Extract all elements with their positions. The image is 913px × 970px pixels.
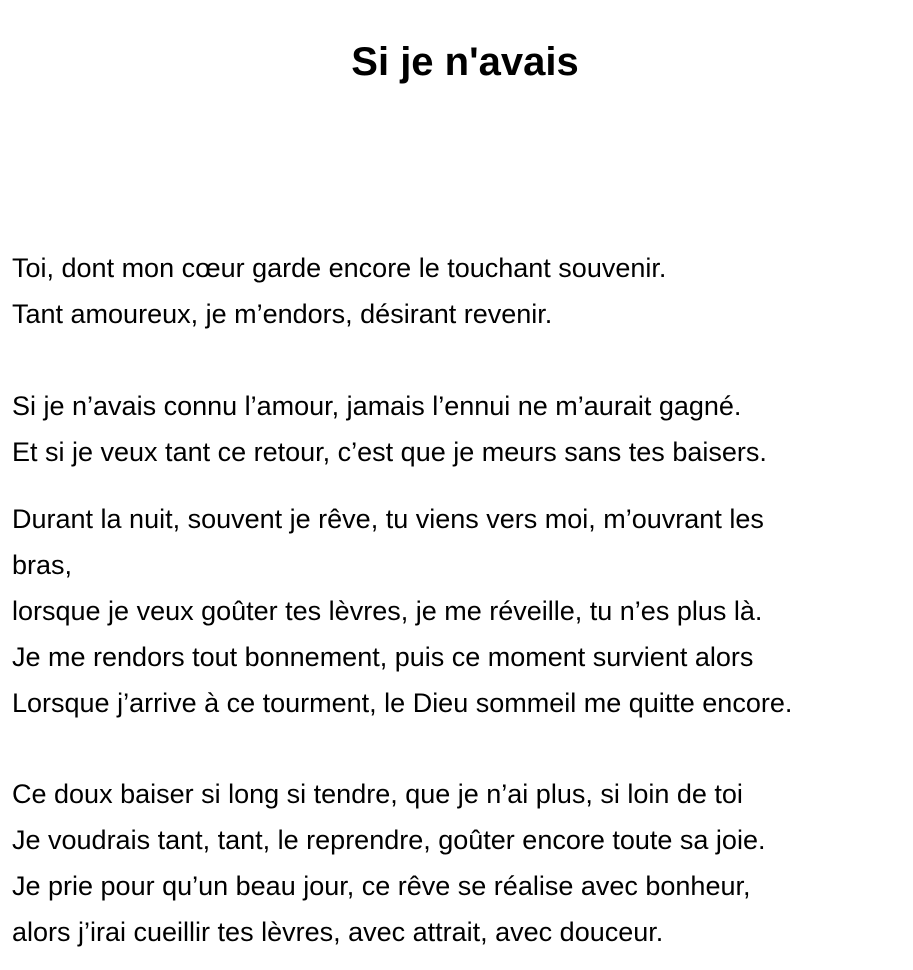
poem-line: Je prie pour qu’un beau jour, ce rêve se réalise avec bonheur, — [12, 871, 751, 901]
poem-line: Ce doux baiser si long si tendre, que je n’ai plus, si loin de toi — [12, 779, 743, 809]
poem-line: alors j’irai cueillir tes lèvres, avec attrait, avec douceur. — [12, 917, 664, 947]
poem-title: Si je n'avais — [351, 40, 579, 84]
poem-line: Lorsque j’arrive à ce tourment, le Dieu sommeil me quitte encore. — [12, 688, 793, 718]
poem-line: bras, — [12, 550, 73, 580]
poem-line: Je me rendors tout bonnement, puis ce moment survient alors — [12, 642, 754, 672]
poem-line: Et si je veux tant ce retour, c’est que je meurs sans tes baisers. — [12, 437, 767, 467]
poem-line: Si je n’avais connu l’amour, jamais l’ennui ne m’aurait gagné. — [12, 391, 742, 421]
poem-line: Tant amoureux, je m’endors, désirant revenir. — [12, 299, 553, 329]
poem-line: Durant la nuit, souvent je rêve, tu viens vers moi, m’ouvrant les — [12, 504, 764, 534]
poem-line: Je voudrais tant, tant, le reprendre, goûter encore toute sa joie. — [12, 825, 766, 855]
poem-line: lorsque je veux goûter tes lèvres, je me réveille, tu n’es plus là. — [12, 596, 763, 626]
poem-line: Toi, dont mon cœur garde encore le touchant souvenir. — [12, 253, 667, 283]
